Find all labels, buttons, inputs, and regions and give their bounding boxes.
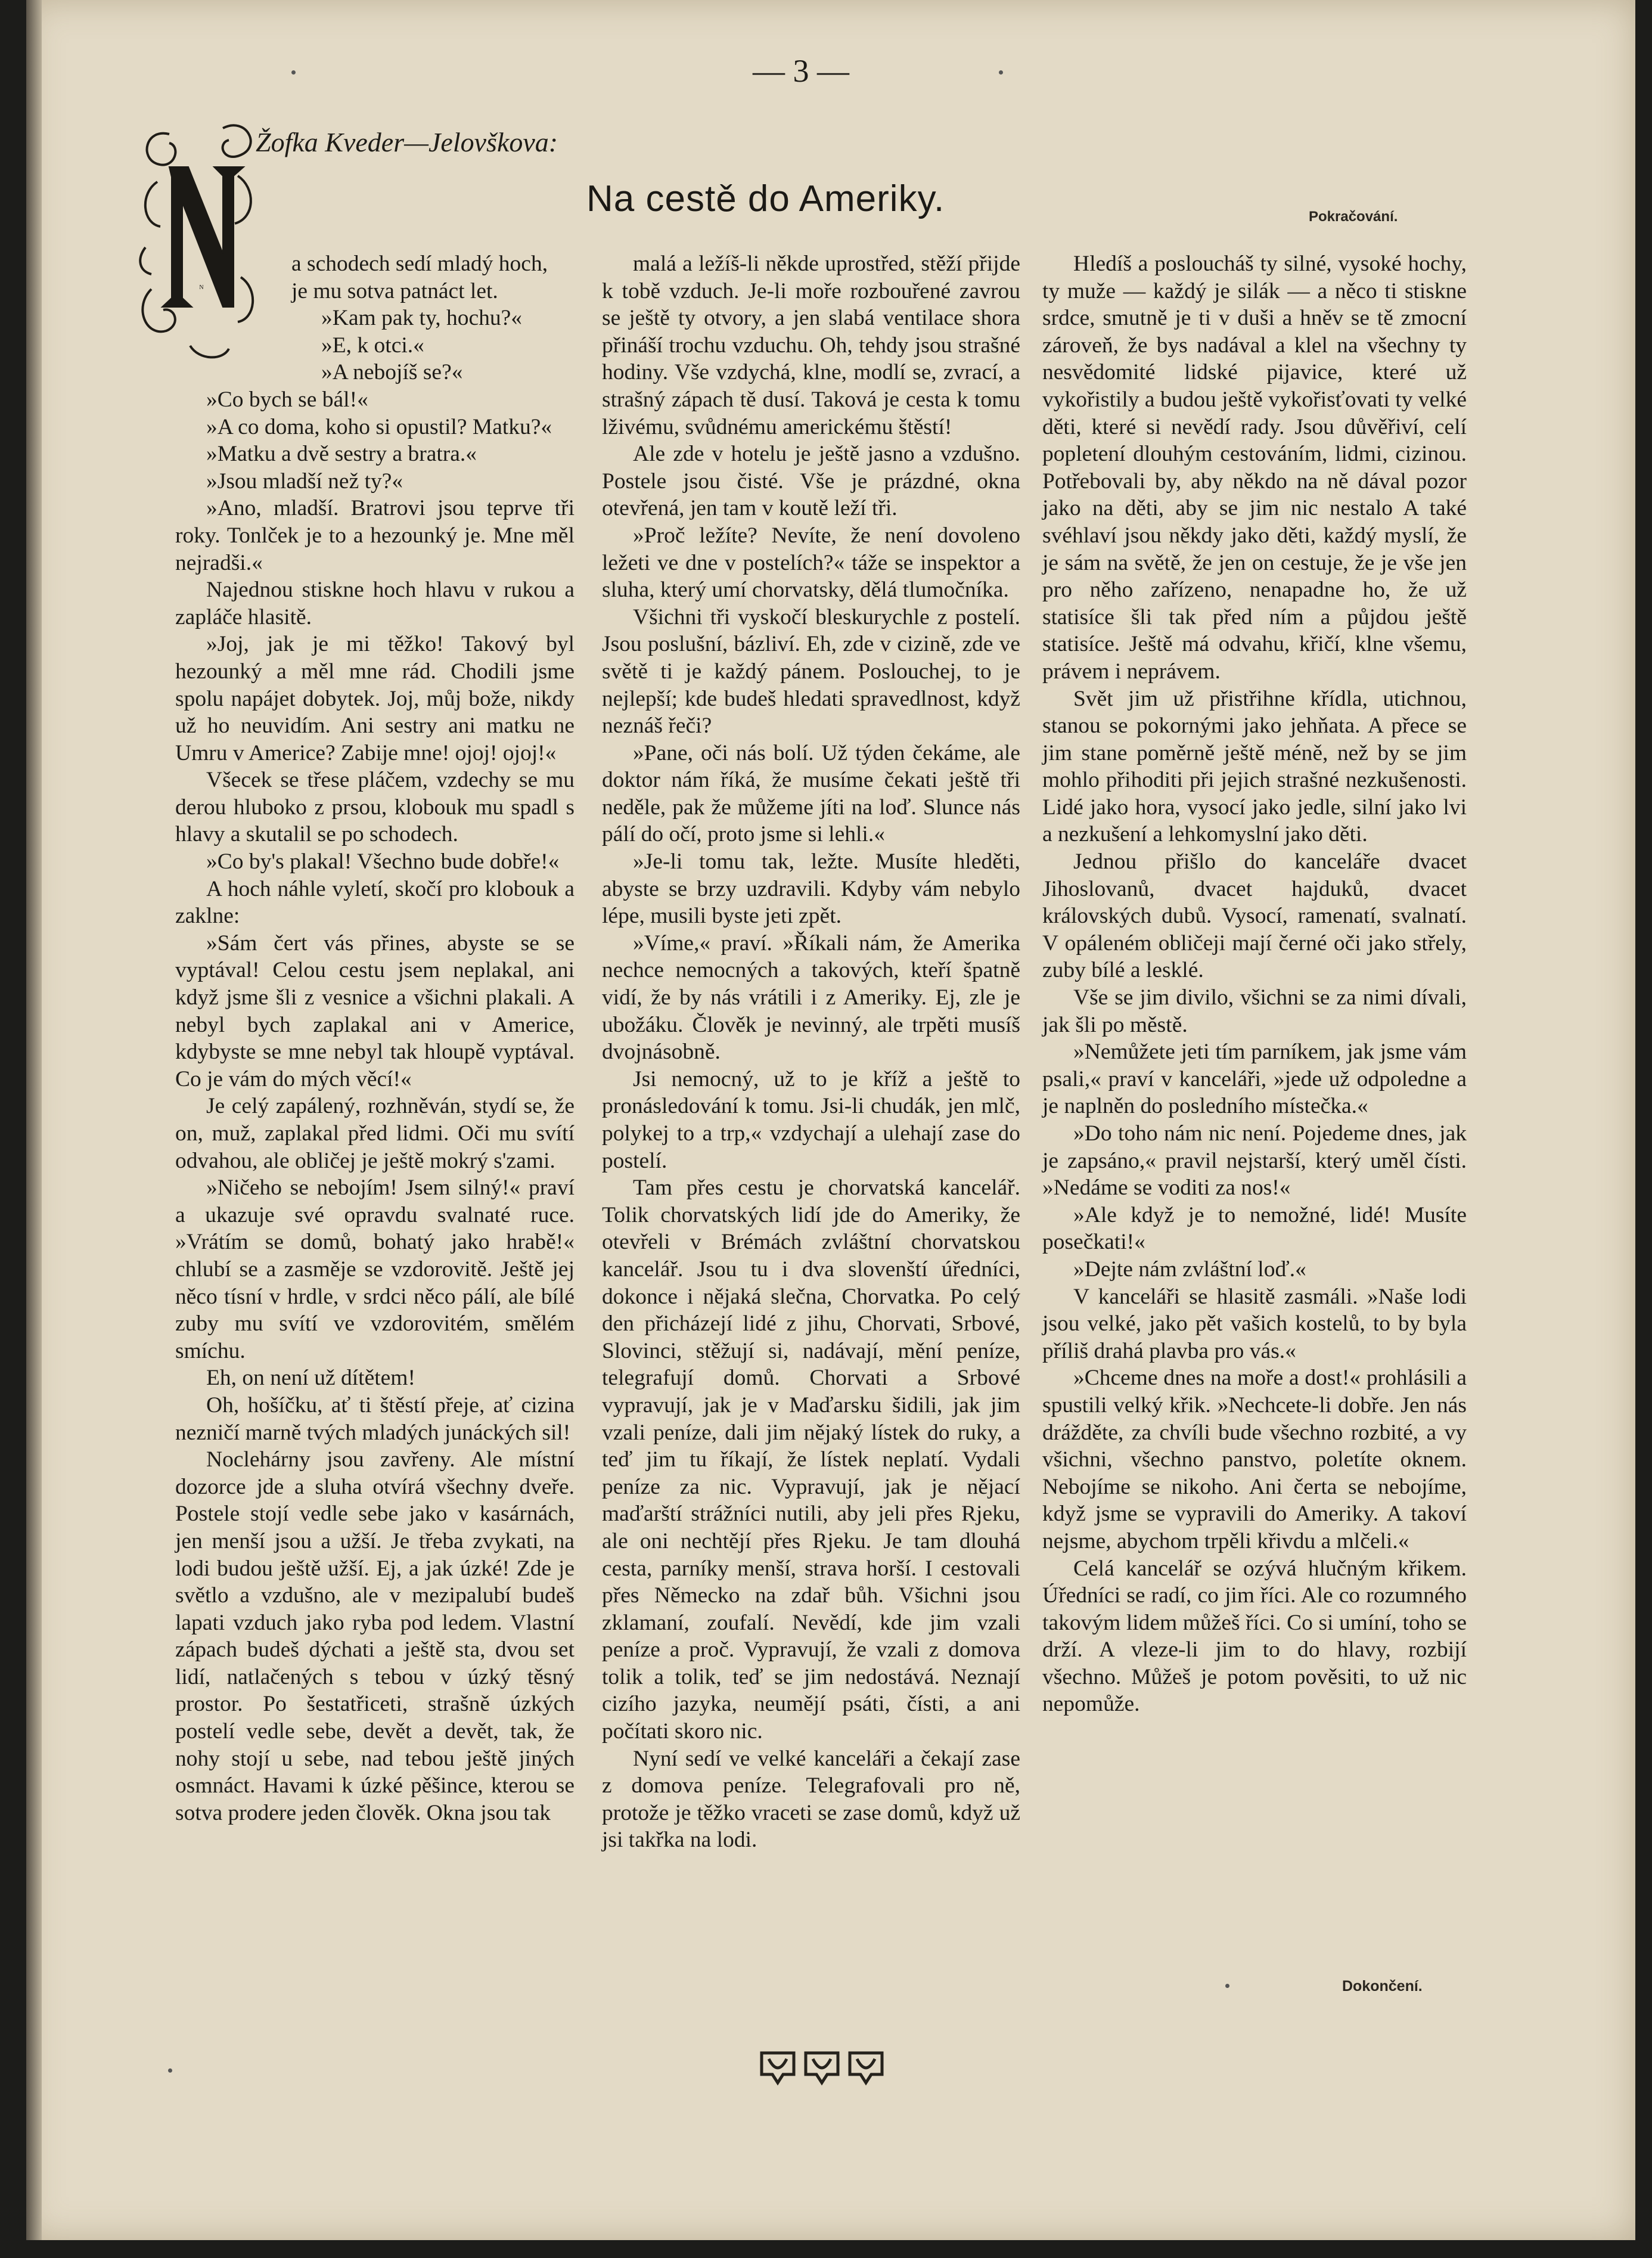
paragraph: »E, k otci.« xyxy=(321,333,424,358)
paragraph: »Chceme dnes na moře a dost!« prohlásili a spustili velký křik. »Nechcete-li dobře. Jen nás drážděte, za chvíli bude všechno rozbité, a vy všichni, všechno panstvo, poletíte oknem. Nebojíme se nikoho. Ani čerta se nebojíme, když jsme se vypravili do Ameriky. A takoví nejsme, abychom trpěli křivdu a mlčeli.« xyxy=(1042,1366,1467,1553)
paragraph: Vše se jim divilo, všichni se za nimi dívali, jak šli po městě. xyxy=(1042,985,1467,1037)
paragraph: je mu sotva patnáct let. xyxy=(291,278,498,303)
paragraph: »Dejte nám zvláštní loď.« xyxy=(1073,1257,1306,1282)
paragraph: »Co bych se bál!« xyxy=(206,387,368,412)
print-speck xyxy=(168,2068,172,2073)
paragraph: »Jsou mladší než ty?« xyxy=(206,469,403,494)
drop-cap-letter: N xyxy=(199,284,204,291)
paragraph: Oh, hošíčku, ať ti štěstí přeje, ať cizina nezničí marně tvých mladých junáckých sil! xyxy=(175,1392,575,1445)
finished-label: Dokončení. xyxy=(1342,1978,1423,1995)
paragraph: Ale zde v hotelu je ještě jasno a vzdušno. Postele jsou čisté. Vše je prázdné, okna otevřená, jen tam v koutě leží tři. xyxy=(602,442,1020,521)
paragraph: »Matku a dvě sestry a bratra.« xyxy=(206,442,477,467)
paragraph: Eh, on není už dítětem! xyxy=(206,1366,415,1391)
paragraph: »Joj, jak je mi těžko! Takový byl hezounký a měl mne rád. Chodili jsme spolu napájet dobytek. Joj, můj bože, nikdy už ho neuvidím. Ani sestry ani matku ne Umru v Americe? Zabije mne! ojoj! ojoj!« xyxy=(175,632,575,765)
paragraph: »A co doma, koho si opustil? Matku?« xyxy=(206,414,552,439)
print-speck xyxy=(999,70,1003,75)
print-speck xyxy=(1225,1984,1229,1988)
paragraph: V kanceláři se hlasitě zasmáli. »Naše lodi jsou velké, jako pět vašich kostelů, to by byla příliš drahá plavba pro vás.« xyxy=(1042,1284,1467,1363)
paragraph: »A nebojíš se?« xyxy=(321,360,463,385)
paragraph: »Kam pak ty, hochu?« xyxy=(321,306,523,331)
author-byline: Žofka Kveder—Jelovškova: xyxy=(256,127,558,157)
paragraph: »Ale když je to nemožné, lidé! Musíte posečkati!« xyxy=(1042,1202,1467,1255)
paragraph: Jsi nemocný, už to je kříž a ještě to pronásledování k tomu. Jsi-li chudák, jen mlč, polykej to a trp,« vzdychají a ulehají zase do postelí. xyxy=(602,1066,1020,1173)
paragraph: »Do toho nám nic není. Pojedeme dnes, jak je zapsáno,« pravil nejstarší, který uměl čísti. »Nedáme se voditi za nos!« xyxy=(1042,1121,1467,1201)
article-title: Na cestě do Ameriky. xyxy=(586,178,945,219)
paragraph: Noclehárny jsou zavřeny. Ale místní dozorce jde a sluha otvírá všechny dveře. Postele stojí vedle sebe jako v kasárnách, jen menší jsou a užší. Je třeba zvykati, na lodi budou ještě užší. Ej, a jak úzké! Zde je světlo a vzdušno, ale v mezipalubí budeš lapati vzduch jako ryba pod ledem. Vlastní zápach budeš dýchati a ještě sta, dvou set lidí, natlačených s tebou v úzký těsný prostor. Po šestatřiceti, strašně úzkých postelí vedle sebe, devět a devět, tak, že nohy stojí u sebe, nad tebou ještě jiných osmnáct. Havami k úzké pěšince, kterou se sotva prodere jeden člověk. Okna jsou tak xyxy=(175,1447,575,1825)
paragraph: malá a ležíš-li někde uprostřed, stěží přijde k tobě vzduch. Je-li moře rozbouřené zavrou se ještě ty otvory, a jen slabá ventilace shora přináší trochu vzduchu. Oh, tehdy jsou strašné hodiny. Vše vzdychá, klne, modlí se, zvrací, a strašný zápach tě dusí. Taková je cesta k tomu lživému, svůdnému americkému štěstí! xyxy=(602,252,1020,439)
paragraph: »Proč ležíte? Nevíte, že není dovoleno ležeti ve dne v postelích?« táže se inspektor a sluha, který umí chorvatsky, dělá tlumočníka. xyxy=(602,523,1020,603)
paragraph: Svět jim už přistřihne křídla, utichnou, stanou se pokornými jako jehňata. A přece se jim stane poměrně ještě méně, než by se jim mohlo přihoditi při jejich strašné nezkušenosti. Lidé jako hora, vysocí jako jedle, silní jako lvi a nezkušení a lehkomyslní jako děti. xyxy=(1042,686,1467,847)
paragraph: Nyní sedí ve velké kanceláři a čekají zase z domova peníze. Telegrafovali pro ně, protože je těžko vraceti se zase domů, když už jsi takřka na lodi. xyxy=(602,1746,1020,1853)
paragraph: Všichni tři vyskočí bleskurychle z postelí. Jsou poslušní, bázliví. Eh, zde v cizině, zde ve světě ti je každý pánem. Poslouchej, to je nejlepší; kde budeš hledati spravedlnost, když neznáš řeči? xyxy=(602,604,1020,739)
article-column-1 xyxy=(175,250,575,1826)
paragraph: »Ano, mladší. Bratrovi jsou teprve tři roky. Tonlček je to a hezounký je. Mne měl nejradši.« xyxy=(175,496,575,575)
paragraph: »Nemůžete jeti tím parníkem, jak jsme vám psali,« praví v kanceláři, »jede už odpoledne a je naplněn do posledního místečka.« xyxy=(1042,1040,1467,1119)
paragraph: Hledíš a posloucháš ty silné, vysoké hochy, ty muže — každý je silák — a něco ti stiskne srdce, smutně je ti v duši a hněv se tě zmocní zároveň, že bys nadával a klel na všechny ty nesvědomité lidské pijavice, které už vykořistily a budou ještě vykořisťovati ty velké děti, které si nevědí rady. Jsou důvěřiví, celí popletení dlouhým cestováním, lidmi, cizinou. Potřebovali by, aby někdo na ně dával pozor jako na děti, aby se jim nic nestalo A také svéhlaví jsou někdy jako děti, každý myslí, že je sám na světě, že jen on cestuje, že je vše jen pro něho zařízeno, nenapadne ho, že už statisíce šli tak před ním a půjdou ještě statisíce. Ještě má odvahu, křičí, klne všemu, právem i neprávem. xyxy=(1042,252,1467,684)
page-spine-shadow xyxy=(26,0,42,2240)
paragraph: Je celý zapálený, rozhněván, stydí se, že on, muž, zaplakal před lidmi. Oči mu svítí odvahou, ale obličej je ještě mokrý s'zami. xyxy=(175,1094,575,1173)
paragraph: »Pane, oči nás bolí. Už týden čekáme, ale doktor nám říká, že musíme čekati ještě tři neděle, pak že můžeme jíti na loď. Slunce nás pálí do očí, proto jsme si lehli.« xyxy=(602,740,1020,847)
paragraph: A hoch náhle vyletí, skočí pro klobouk a zaklne: xyxy=(175,876,575,929)
paragraph: »Sám čert vás přines, abyste se se vyptával! Celou cestu jsem neplakal, ani když jsme šli z vesnice a všichni plakali. A nebyl bych zaplakal ani v Americe, kdybyste se mne nebyl tak hloupě vyptával. Co je vám do mých věcí!« xyxy=(175,931,575,1091)
paragraph: »Co by's plakal! Všechno bude dobře!« xyxy=(206,849,560,874)
page-number: — 3 — xyxy=(753,53,849,89)
paragraph: »Víme,« praví. »Říkali nám, že Amerika nechce nemocných a takových, kteří špatně vidí, že by nás vrátili i z Ameriky. Ej, zle je ubožáku. Člověk je nevinný, ale trpěti musíš dvojnásobně. xyxy=(602,931,1020,1065)
article-column-2 xyxy=(602,250,1020,1854)
paragraph: a schodech sedí mladý hoch, xyxy=(291,252,548,276)
article-column-3 xyxy=(1042,250,1467,1718)
continued-label: Pokračování. xyxy=(1309,209,1398,225)
paragraph: Celá kancelář se ozývá hlučným křikem. Úředníci se radí, co jim říci. Ale co rozumného takovým lidem můžeš říci. Co si umíní, toho se drží. A vleze-li jim to do hlavy, rozbijí všechno. Můžeš je potom pověsiti, to už nic nepomůže. xyxy=(1042,1556,1467,1717)
paragraph: Najednou stiskne hoch hlavu v rukou a zapláče hlasitě. xyxy=(175,578,575,629)
paragraph: Tam přes cestu je chorvatská kancelář. Tolik chorvatských lidí jde do Ameriky, že otevřeli v Brémách zvláštní chorvatskou kancelář. Jsou tu i dva slovenští úředníci, dokonce i nějaká slečna, Chorvatka. Po celý den přicházejí lidé z jihu, Chorvati, Srbové, Slovinci, stěžují si, nadávají, mění peníze, telegrafují domů. Chorvati a Srbové vypravují, jak je v Maďarsku šidili, jak jim vzali peníze, dali jim nějaký lístek do ruky, a teď jim tu říkají, že lístek neplatí. Vydali peníze za nic. Vypravují, jak je nějací maďarští strážníci nutili, aby jeli přes Rjeku, ale oni nechtějí přes Rjeku. Je tam dlouhá cesta, parníky menší, strava horší. I cestovali přes Německo na zdař bůh. Všichni jsou zklamaní, zoufalí. Nevědí, kde jim vzali peníze a proč. Vypravují, že vzali z domova tolik a tolik, teď se jim nedostává. Neznají cizího jazyka, neumějí psáti, čísti, a ani počítati skoro nic. xyxy=(602,1175,1020,1744)
paragraph: Všecek se třese pláčem, vzdechy se mu derou hluboko z prsou, klobouk mu spadl s hlavy a skutalil se po schodech. xyxy=(175,768,575,847)
newspaper-page xyxy=(26,0,1635,2240)
print-speck xyxy=(291,70,296,75)
paragraph: Jednou přišlo do kanceláře dvacet Jihoslovanů, dvacet hajduků, dvacet královských dubů. Vysocí, ramenatí, svalnatí. V opáleném obličeji mají černé oči jako střely, zuby bílé a lesklé. xyxy=(1042,849,1467,983)
closing-ornament-icon xyxy=(757,2048,888,2086)
paragraph: »Je-li tomu tak, ležte. Musíte hleděti, abyste se brzy uzdravili. Kdyby vám nebylo lépe, musili byste jeti zpět. xyxy=(602,849,1020,929)
paragraph: »Ničeho se nebojím! Jsem silný!« praví a ukazuje své opravdu svalnaté ruce. »Vrátím se domů, bohatý jako hrabě!« chlubí se a zasměje se vzdorovitě. Ještě jej něco tísní v hrdle, v srdci něco pálí, ale bílé zuby mu svítí ve vzdorovitém, smělém smíchu. xyxy=(175,1175,575,1363)
